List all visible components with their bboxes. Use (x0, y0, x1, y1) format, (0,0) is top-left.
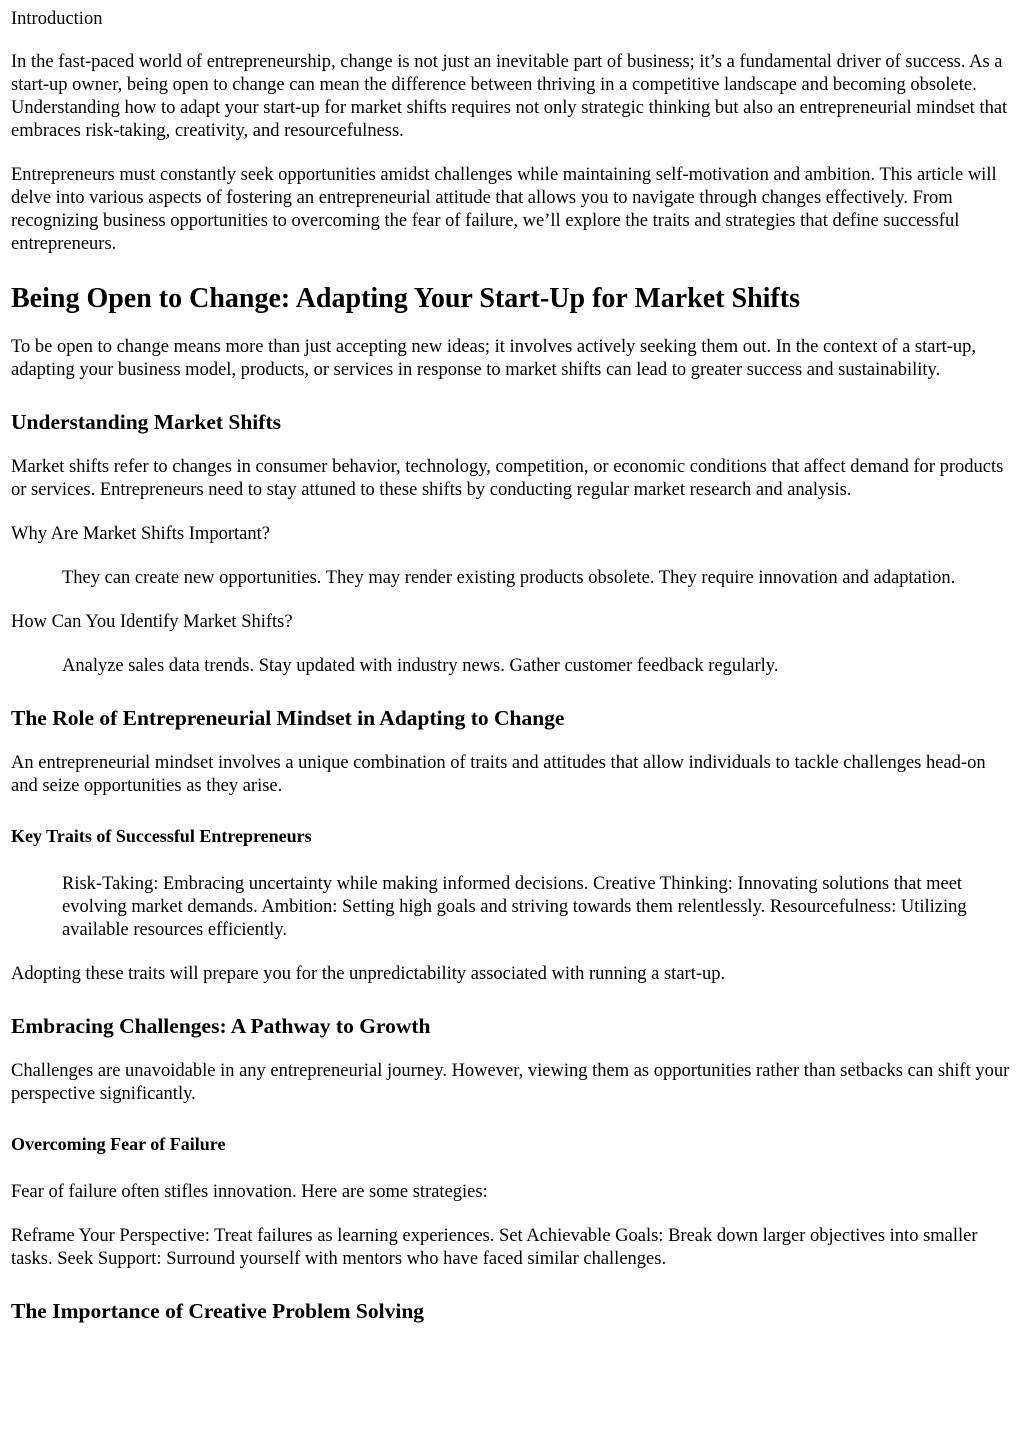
key-traits-list: Risk-Taking: Embracing uncertainty while making informed decisions. Creative Thinking: Innovating solutions that meet evolving market demands. Ambition: Setting high goals and striving towards them relentlessly. Resourcefulness: Utilizing available resources efficiently. (62, 874, 967, 940)
mindset-paragraph-2: Adopting these traits will prepare you for the unpredictability associated with running a start-up. (11, 964, 726, 984)
market-shifts-answer-2: Analyze sales data trends. Stay updated with industry news. Gather customer feedback regularly. (62, 656, 779, 676)
market-shifts-question-2: How Can You Identify Market Shifts? (11, 612, 293, 632)
section-heading-creative-problem-solving: The Importance of Creative Problem Solving (11, 1299, 425, 1323)
section-heading-mindset: The Role of Entrepreneurial Mindset in Adapting to Change (11, 706, 565, 730)
market-shifts-question-1: Why Are Market Shifts Important? (11, 524, 270, 544)
challenges-paragraph: Challenges are unavoidable in any entrepreneurial journey. However, viewing them as opportunities rather than setbacks can shift your perspective significantly. (11, 1061, 1010, 1104)
market-shifts-answer-1: They can create new opportunities. They may render existing products obsolete. They require innovation and adaptation. (62, 568, 956, 588)
intro-paragraph-2: Entrepreneurs must constantly seek opportunities amidst challenges while maintaining self-motivation and ambition. This article will delve into various aspects of fostering an entrepreneurial attitude that allows you to navigate through changes effectively. From recognizing business opportunities to overcoming the fear of failure, we’ll explore the traits and strategies that define successful entrepreneurs. (11, 165, 997, 254)
market-shifts-paragraph: Market shifts refer to changes in consumer behavior, technology, competition, or economic conditions that affect demand for products or services. Entrepreneurs need to stay attuned to these shifts by conducting regular market research and analysis. (11, 457, 1004, 500)
intro-label: Introduction (11, 9, 103, 29)
intro-paragraph-1: In the fast-paced world of entrepreneurship, change is not just an inevitable part of business; it’s a fundamental driver of success. As a start-up owner, being open to change can mean the difference between thriving in a competitive landscape and becoming obsolete. Understanding how to adapt your start-up for market shifts requires not only strategic thinking but also an entrepreneurial mindset that embraces risk-taking, creativity, and resourcefulness. (11, 52, 1008, 141)
mindset-paragraph: An entrepreneurial mindset involves a unique combination of traits and attitudes that allow individuals to tackle challenges head-on and seize opportunities as they arise. (11, 753, 986, 796)
subheading-fear-of-failure: Overcoming Fear of Failure (11, 1134, 226, 1154)
fear-of-failure-paragraph: Fear of failure often stifles innovation. Here are some strategies: (11, 1182, 488, 1202)
section-heading-market-shifts: Understanding Market Shifts (11, 410, 281, 434)
main-heading: Being Open to Change: Adapting Your Start-Up for Market Shifts (11, 283, 800, 314)
subheading-key-traits: Key Traits of Successful Entrepreneurs (11, 826, 312, 846)
section-heading-challenges: Embracing Challenges: A Pathway to Growth (11, 1014, 431, 1038)
fear-of-failure-strategies: Reframe Your Perspective: Treat failures as learning experiences. Set Achievable Goals: Break down larger objectives into smaller tasks. Seek Support: Surround yourself with mentors who have faced similar challenges. (11, 1226, 978, 1269)
main-heading-paragraph: To be open to change means more than just accepting new ideas; it involves actively seeking them out. In the context of a start-up, adapting your business model, products, or services in response to market shifts can lead to greater success and sustainability. (11, 337, 977, 380)
